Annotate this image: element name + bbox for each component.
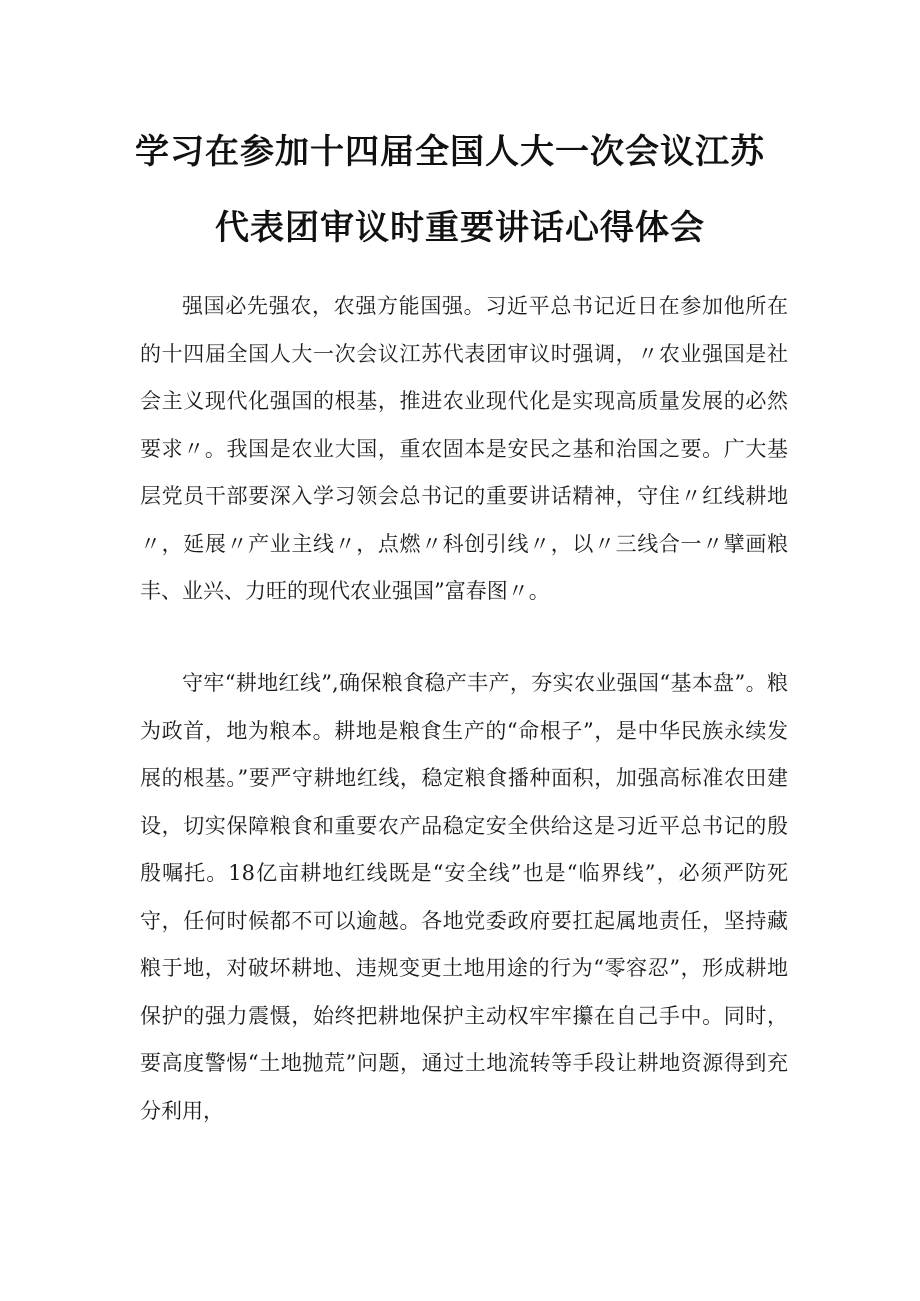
document-title-line-2: 代表团审议时重要讲话心得体会 xyxy=(215,208,705,248)
body-paragraph-1: 强国必先强农，农强方能国强。习近平总书记近日在参加他所在的十四届全国人大一次会议江苏代表团审议时强调，〃农业强国是社会主义现代化强国的根基，推进农业现代化是实现高质量发展的必然要求〃。我国是农业大国，重农固本是安民之基和治国之要。广大基层党员干部要深入学习领会总书记的重要讲话精神，守住〃红线耕地〃，延展〃产业主线〃，点燃〃科创引线〃，以〃三线合一〃擘画粮丰、业兴、力旺的现代农业强国”富春图〃。 xyxy=(140,294,788,603)
document-title-line-1: 学习在参加十四届全国人大一次会议江苏 xyxy=(135,132,765,172)
body-paragraph-2: 守牢“耕地红线”,确保粮食稳产丰产，夯实农业强国“基本盘”。粮为政首，地为粮本。耕地是粮食生产的“命根子”，是中华民族永续发展的根基。”要严守耕地红线，稳定粮食播种面积，加强高标准农田建设，切实保障粮食和重要农产品稳定安全供给这是习近平总书记的殷殷嘱托。18亿亩耕地红线既是“安全线”也是“临界线”，必须严防死守，任何时候都不可以逾越。各地党委政府要扛起属地责任，坚持藏粮于地，对破坏耕地、违规变更土地用途的行为“零容忍”，形成耕地保护的强力震慑，始终把耕地保护主动权牢牢攥在自己手中。同时，要高度警惕“土地抛荒”问题，通过土地流转等手段让耕地资源得到充分利用， xyxy=(140,671,788,1123)
